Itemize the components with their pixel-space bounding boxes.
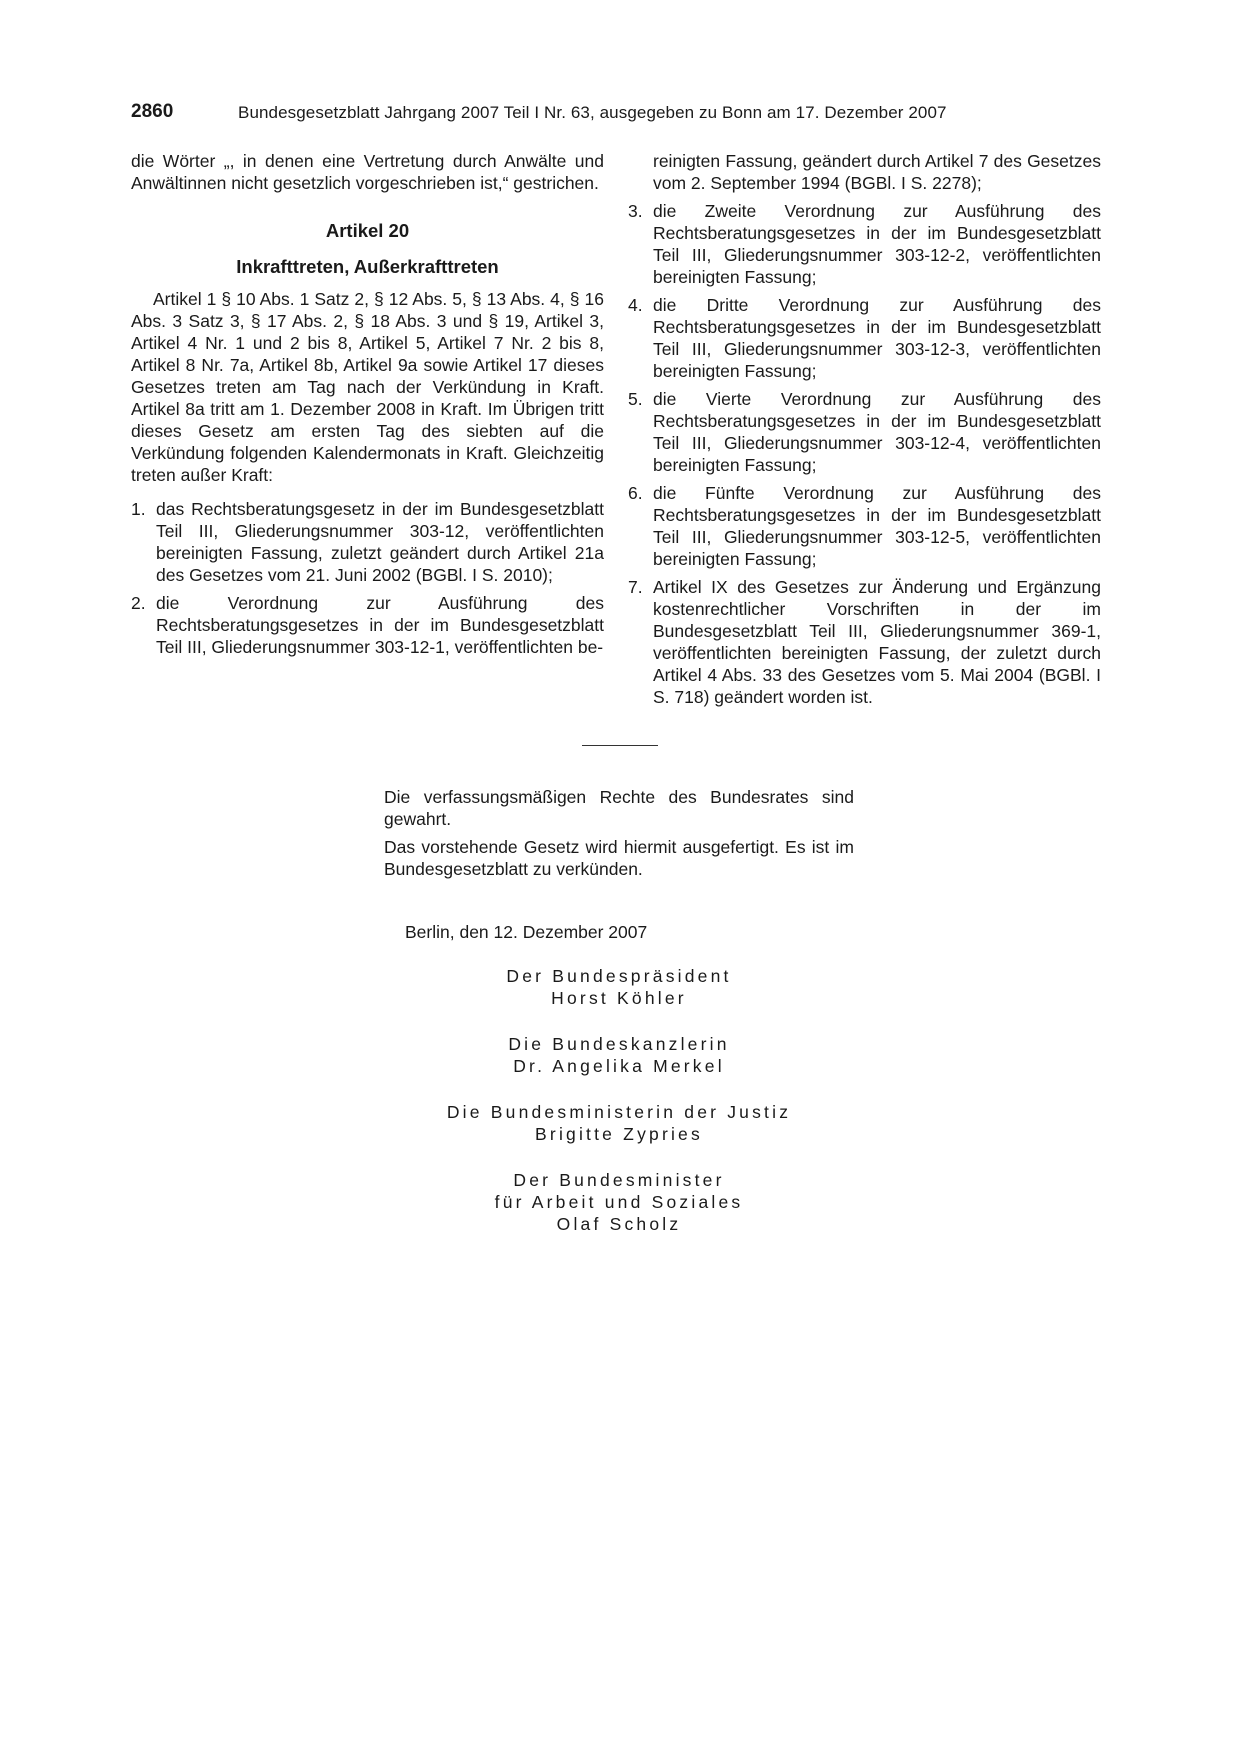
list-item-text: die Verordnung zur Ausführung des Rechtsberatungsgesetzes in der im Bundesgesetzblatt Teil III, Gliederungsnummer 303-12-1, veröffentlichten be- bbox=[156, 593, 604, 657]
signatory-name: Brigitte Zypries bbox=[535, 1124, 703, 1144]
signatory bbox=[384, 1169, 854, 1235]
repeal-list-left bbox=[131, 498, 604, 658]
list-item bbox=[131, 498, 604, 586]
list-item-number: 4. bbox=[628, 295, 643, 315]
list-item-number: 5. bbox=[628, 389, 643, 409]
list-item bbox=[131, 592, 604, 658]
list-item-number: 6. bbox=[628, 483, 643, 503]
repeal-list-right bbox=[628, 200, 1101, 708]
list-item bbox=[628, 576, 1101, 708]
journal-line: Bundesgesetzblatt Jahrgang 2007 Teil I Nr. 63, ausgegeben zu Bonn am 17. Dezember 2007 bbox=[238, 103, 947, 122]
list-item-text: die Zweite Verordnung zur Ausführung des Rechtsberatungsgesetzes in der im Bundesgesetzblatt Teil III, Gliederungsnummer 303-12-2, veröffentlichten bereinigten Fassung; bbox=[653, 201, 1101, 287]
signature-block bbox=[384, 965, 854, 1259]
list-item bbox=[628, 482, 1101, 570]
signatory-role-line2: für Arbeit und Soziales bbox=[494, 1192, 744, 1212]
signatory-role: Der Bundespräsident bbox=[506, 966, 732, 986]
signatory bbox=[384, 1101, 854, 1145]
list-item-text: die Vierte Verordnung zur Ausführung des Rechtsberatungsgesetzes in der im Bundesgesetzblatt Teil III, Gliederungsnummer 303-12-4, veröffentlichten bereinigten Fassung; bbox=[653, 389, 1101, 475]
signatory-name: Horst Köhler bbox=[551, 988, 687, 1008]
signatory bbox=[384, 965, 854, 1009]
rights-statement: Die verfassungsmäßigen Rechte des Bundesrates sind gewahrt. bbox=[384, 787, 854, 829]
right-column bbox=[628, 150, 1101, 714]
list-item-text: Artikel IX des Gesetzes zur Änderung und Ergänzung kostenrechtlicher Vorschriften in der im Bundesgesetzblatt Teil III, Gliederungsnummer 369-1, veröffentlichten bereinigten Fassung, der zuletzt durch Artikel 4 Abs. 33 des Gesetzes vom 5. Mai 2004 (BGBl. I S. 718) geändert worden ist. bbox=[653, 577, 1101, 707]
list-item bbox=[628, 294, 1101, 382]
list-item-number: 1. bbox=[131, 499, 146, 519]
section-divider bbox=[582, 745, 658, 746]
list-item bbox=[628, 200, 1101, 288]
article-body: Artikel 1 § 10 Abs. 1 Satz 2, § 12 Abs. 5, § 13 Abs. 4, § 16 Abs. 3 Satz 3, § 17 Abs. 2, § 18 Abs. 3 und § 19, Artikel 3, Artikel 4 Nr. 1 und 2 bis 8, Artikel 5, Artikel 7 Nr. 2 bis 8, Artikel 8 Nr. 7a, Artikel 8b, Artikel 9a sowie Artikel 17 dieses Gesetzes treten am Tag nach der Verkündung in Kraft. Artikel 8a tritt am 1. Dezember 2008 in Kraft. Im Übrigen tritt dieses Gesetz am ersten Tag des siebten auf die Verkündung folgenden Kalendermonats in Kraft. Gleichzeitig treten außer Kraft: bbox=[131, 289, 604, 485]
signatory-role: Die Bundesministerin der Justiz bbox=[446, 1102, 792, 1122]
article-title: Inkrafttreten, Außerkrafttreten bbox=[236, 256, 499, 277]
article-number: Artikel 20 bbox=[325, 220, 410, 241]
list-item-number: 3. bbox=[628, 201, 643, 221]
list-item-number: 7. bbox=[628, 577, 643, 597]
list-item-text: das Rechtsberatungsgesetz in der im Bundesgesetzblatt Teil III, Gliederungsnummer 303-12, veröffentlichten bereinigten Fassung, zuletzt geändert durch Artikel 21a des Gesetzes vom 21. Juni 2002 (BGBl. I S. 2010); bbox=[156, 499, 604, 585]
closing-formula bbox=[384, 786, 854, 886]
signatory bbox=[384, 1033, 854, 1077]
list-item-number: 2. bbox=[131, 593, 146, 613]
signatory-role: Der Bundesminister bbox=[513, 1170, 725, 1190]
left-column bbox=[131, 150, 604, 664]
signatory-name: Dr. Angelika Merkel bbox=[513, 1056, 725, 1076]
list-item-text: die Dritte Verordnung zur Ausführung des Rechtsberatungsgesetzes in der im Bundesgesetzblatt Teil III, Gliederungsnummer 303-12-3, veröffentlichten bereinigten Fassung; bbox=[653, 295, 1101, 381]
page-header bbox=[131, 101, 1111, 125]
intro-paragraph: die Wörter „, in denen eine Vertretung durch Anwälte und Anwältinnen nicht gesetzlich vorgeschrieben ist,“ gestrichen. bbox=[131, 151, 604, 193]
promulgation-statement: Das vorstehende Gesetz wird hiermit ausgefertigt. Es ist im Bundesgesetzblatt zu verkünden. bbox=[384, 837, 854, 879]
place-date: Berlin, den 12. Dezember 2007 bbox=[405, 922, 648, 942]
list-item bbox=[628, 388, 1101, 476]
signatory-role: Die Bundeskanzlerin bbox=[508, 1034, 730, 1054]
page-number: 2860 bbox=[131, 101, 174, 122]
list-item-text: die Fünfte Verordnung zur Ausführung des Rechtsberatungsgesetzes in der im Bundesgesetzblatt Teil III, Gliederungsnummer 303-12-5, veröffentlichten bereinigten Fassung; bbox=[653, 483, 1101, 569]
list-item-continuation: reinigten Fassung, geändert durch Artikel 7 des Gesetzes vom 2. September 1994 (BGBl. I S. 2278); bbox=[653, 151, 1101, 193]
signatory-name: Olaf Scholz bbox=[556, 1214, 682, 1234]
